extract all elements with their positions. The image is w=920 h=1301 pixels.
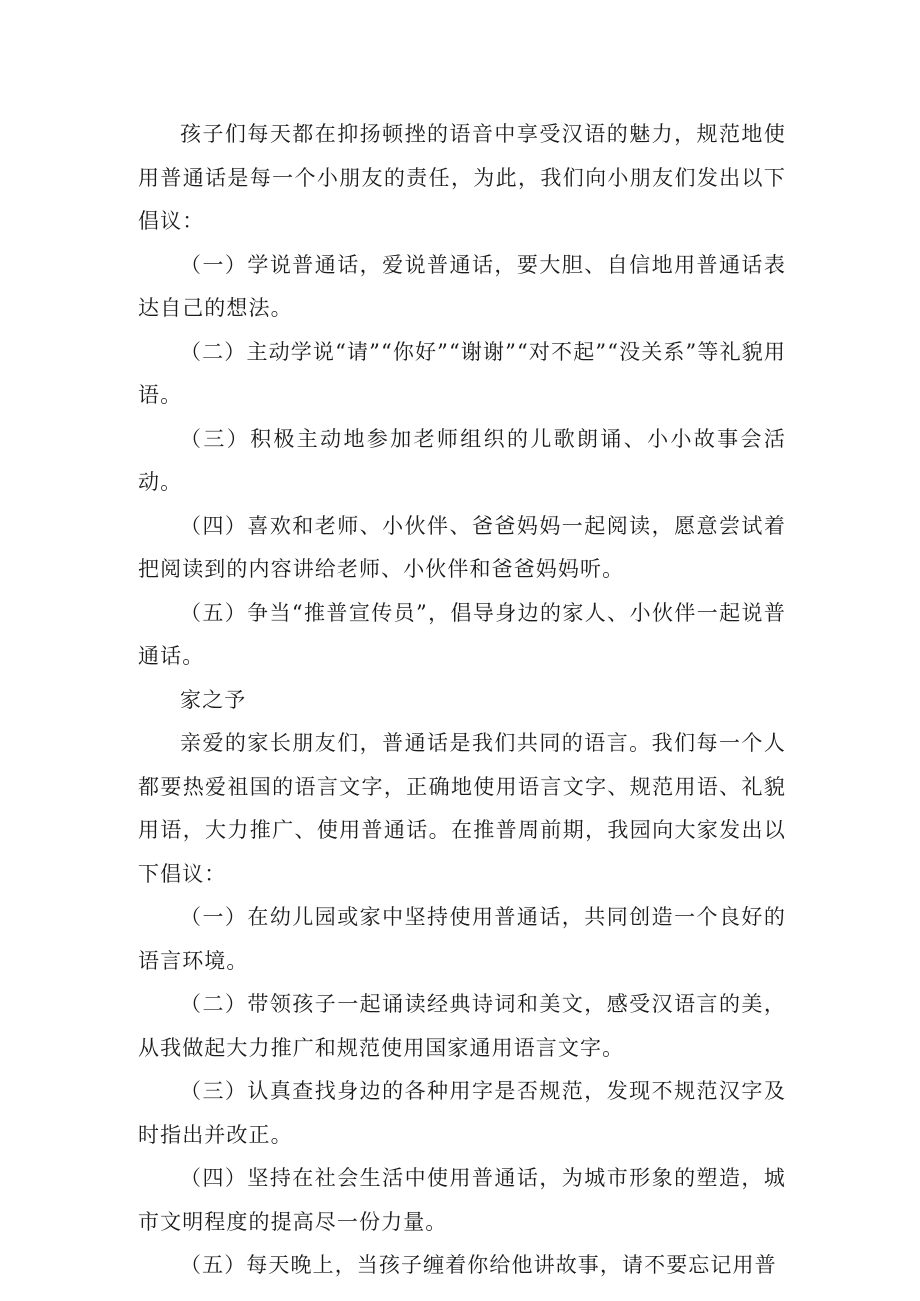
child-proposal-5: （五）争当“推普宣传员”，倡导身边的家人、小伙伴一起说普通话。 bbox=[138, 600, 786, 668]
parent-intro-paragraph: 亲爱的家长朋友们，普通话是我们共同的语言。我们每一个人都要热爱祖国的语言文字，正确地使用语言文字、规范用语、礼貌用语，大力推广、使用普通话。在推普周前期，我园向大家发出以下倡议： bbox=[138, 731, 786, 886]
parent-proposal-4: （四）坚持在社会生活中使用普通话，为城市形象的塑造，城市文明程度的提高尽一份力量。 bbox=[138, 1166, 786, 1234]
child-proposal-3: （三）积极主动地参加老师组织的儿歌朗诵、小小故事会活动。 bbox=[138, 426, 786, 494]
child-proposal-1: （一）学说普通话，爱说普通话，要大胆、自信地用普通话表达自己的想法。 bbox=[138, 252, 786, 320]
child-proposal-2: （二）主动学说“请”“你好”“谢谢”“对不起”“没关系”等礼貌用语。 bbox=[138, 339, 786, 407]
parent-proposal-2: （二）带领孩子一起诵读经典诗词和美文，感受汉语言的美，从我做起大力推广和规范使用国家通用语言文字。 bbox=[138, 992, 786, 1060]
parent-proposal-5: （五）每天晚上，当孩子缠着你给他讲故事，请不要忘记用普 bbox=[180, 1253, 777, 1277]
child-proposal-4: （四）喜欢和老师、小伙伴、爸爸妈妈一起阅读，愿意尝试着把阅读到的内容讲给老师、小伙伴和爸爸妈妈听。 bbox=[138, 513, 786, 581]
document-body bbox=[138, 113, 786, 1288]
section-heading-parents: 家之予 bbox=[180, 687, 247, 712]
parent-proposal-1: （一）在幼儿园或家中坚持使用普通话，共同创造一个良好的语言环境。 bbox=[138, 905, 786, 973]
parent-proposal-3: （三）认真查找身边的各种用字是否规范，发现不规范汉字及时指出并改正。 bbox=[138, 1079, 786, 1147]
intro-paragraph: 孩子们每天都在抑扬顿挫的语音中享受汉语的魅力，规范地使用普通话是每一个小朋友的责任，为此，我们向小朋友们发出以下倡议： bbox=[138, 122, 786, 233]
